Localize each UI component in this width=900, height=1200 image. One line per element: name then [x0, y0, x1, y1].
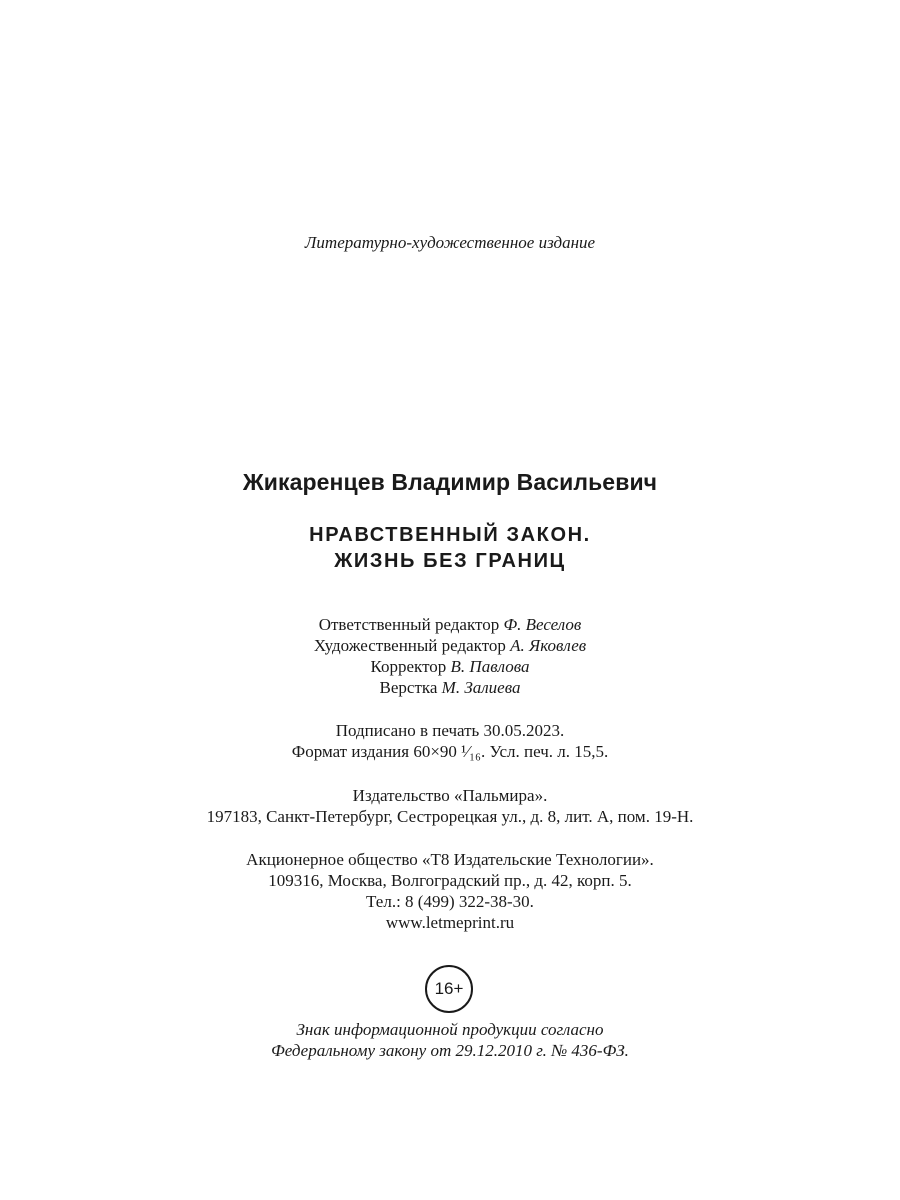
credit-role: Ответственный редактор: [318, 615, 500, 634]
publisher-address: 197183, Санкт-Петербург, Сестрорецкая ул., д. 8, лит. А, пом. 19-Н.: [206, 807, 694, 826]
credit-role: Корректор: [370, 657, 447, 676]
edition-type: Литературно-художественное издание: [304, 233, 596, 252]
printer-website: www.letmeprint.ru: [385, 913, 515, 932]
edition-format: Формат издания 60×90 ¹⁄₁₆. Усл. печ. л. 15,5.: [291, 742, 609, 761]
printer-address: 109316, Москва, Волгоградский пр., д. 42, корп. 5.: [268, 871, 632, 890]
signed-to-print: Подписано в печать 30.05.2023.: [335, 721, 565, 740]
credit-art-editor: [0, 636, 900, 656]
book-title-line-2: ЖИЗНЬ БЕЗ ГРАНИЦ: [334, 550, 566, 572]
credit-person: А. Яковлев: [510, 636, 587, 655]
credit-layout: [0, 678, 900, 698]
credit-executive-editor: [0, 615, 900, 635]
author-name: Жикаренцев Владимир Васильевич: [242, 469, 658, 495]
credit-proofreader: [0, 657, 900, 677]
printer-phone: Тел.: 8 (499) 322-38-30.: [366, 892, 534, 911]
credit-person: М. Залиева: [441, 678, 521, 697]
book-title-line-1: НРАВСТВЕННЫЙ ЗАКОН.: [309, 524, 591, 546]
age-rating-label: 16+: [434, 979, 464, 998]
age-notice-line-2: Федеральному закону от 29.12.2010 г. № 436-ФЗ.: [271, 1041, 629, 1060]
credit-person: В. Павлова: [450, 657, 530, 676]
credit-role: Художественный редактор: [313, 636, 506, 655]
credit-person: Ф. Веселов: [503, 615, 582, 634]
publisher-name: Издательство «Пальмира».: [352, 786, 548, 805]
age-rating-badge: [425, 965, 473, 1013]
age-notice-line-1: Знак информационной продукции согласно: [296, 1020, 604, 1039]
printer-name: Акционерное общество «Т8 Издательские Технологии».: [246, 850, 654, 869]
credit-role: Верстка: [379, 678, 438, 697]
